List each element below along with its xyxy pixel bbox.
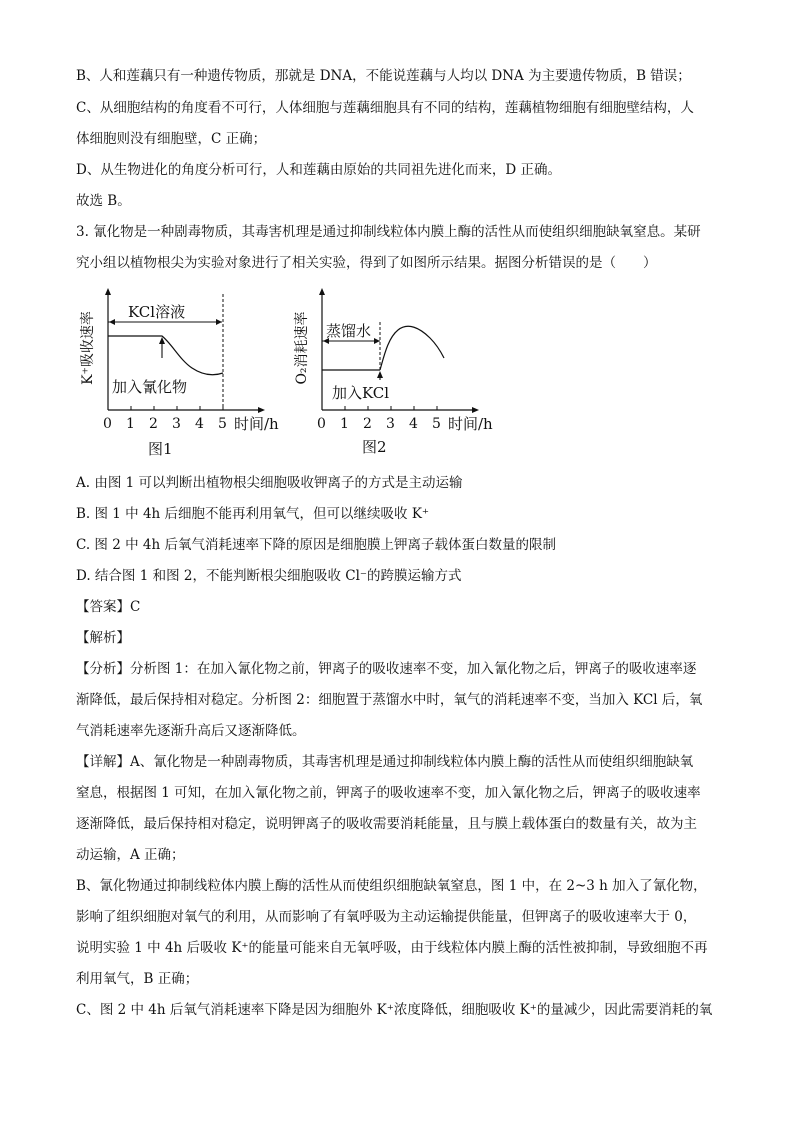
detail-line-1: 【详解】A、氰化物是一种剧毒物质，其毒害机理是通过抑制线粒体内膜上酶的活性从而使组织细胞缺氧 <box>76 754 694 770</box>
fig2-tick-5: 5 <box>432 416 441 432</box>
fig2-tick-1: 1 <box>340 416 349 432</box>
fig2-annotation: 加入KCl <box>332 384 390 402</box>
fig1-ticks <box>131 406 223 410</box>
fig2-tick-4: 4 <box>409 416 418 432</box>
fig2-caption: 图2 <box>362 438 387 456</box>
detail-line-9: C、图 2 中 4h 后氧气消耗速率下降是因为细胞外 K⁺浓度降低，细胞吸收 K⁺的量减少，因此需要消耗的氧 <box>76 1002 713 1018</box>
detail-line-2: 窒息，根据图 1 可知，在加入氰化物之前，钾离子的吸收速率不变，加入氰化物之后，钾离子的吸收速率 <box>76 785 701 801</box>
fig1-curve <box>108 336 223 375</box>
text-line-3: 体细胞则没有细胞壁，C 正确； <box>76 131 267 147</box>
text-line-1: B、人和莲藕只有一种遗传物质，那就是 DNA，不能说莲藕与人均以 DNA 为主要遗传物质，B 错误； <box>76 68 691 84</box>
fig1-bracket-right-arrow-icon <box>216 319 222 325</box>
detail-line-3: 逐渐降低，最后保持相对稳定，说明钾离子的吸收需要消耗能量，且与膜上载体蛋白的数量有关，故为主 <box>76 816 697 832</box>
fig2-xlabel: 时间/h <box>448 415 493 433</box>
question-line-2: 究小组以植物根尖为实验对象进行了相关实验，得到了如图所示结果。据图分析错误的是（ ） <box>76 255 657 271</box>
detail-line-4: 动运输，A 正确； <box>76 847 185 863</box>
fig1-x-arrow-icon <box>258 407 265 413</box>
fig1-ylabel: K⁺吸收速率 <box>80 311 96 385</box>
detail-line-6: 影响了组织细胞对氧气的利用，从而影响了有氧呼吸为主动运输提供能量，但钾离子的吸收速率大于 0， <box>76 909 697 925</box>
fig2-y-arrow-icon <box>319 288 325 295</box>
fig2-x-arrow-icon <box>472 407 479 413</box>
text-line-2: C、从细胞结构的角度看不可行，人体细胞与莲藕细胞具有不同的结构，莲藕植物细胞有细胞壁结构，人 <box>76 100 694 116</box>
text-line-4: D、从生物进化的角度分析可行，人和莲藕由原始的共同祖先进化而来，D 正确。 <box>76 162 561 178</box>
question-figure <box>76 286 516 466</box>
fig2-ticks <box>345 406 437 410</box>
fig1-tick-1: 1 <box>126 416 135 432</box>
figure-1 <box>79 288 279 458</box>
fig2-box-label: 蒸馏水 <box>326 322 372 340</box>
option-a: A. 由图 1 可以判断出植物根尖细胞吸收钾离子的方式是主动运输 <box>76 475 463 491</box>
fig1-tick-0: 0 <box>103 416 112 432</box>
figure-svg <box>76 286 516 462</box>
fig1-bracket-left-arrow-icon <box>109 319 115 325</box>
fig2-tick-0: 0 <box>317 416 326 432</box>
fig1-tick-3: 3 <box>172 416 181 432</box>
analysis-heading: 【解析】 <box>76 630 130 646</box>
fig1-annotation: 加入氰化物 <box>112 378 188 396</box>
fig1-tick-4: 4 <box>195 416 204 432</box>
detail-line-8: 利用氧气，B 正确； <box>76 971 199 987</box>
option-d: D. 结合图 1 和图 2，不能判断根尖细胞吸收 Cl⁻的跨膜运输方式 <box>76 568 462 584</box>
fig1-tick-2: 2 <box>149 416 158 432</box>
fig2-tick-2: 2 <box>363 416 372 432</box>
text-line-5: 故选 B。 <box>76 193 131 209</box>
fig2-ylabel: O₂消耗速率 <box>294 311 310 385</box>
analysis-line-2: 渐降低，最后保持相对稳定。分析图 2：细胞置于蒸馏水中时，氧气的消耗速率不变，当加入 KCl 后，氧 <box>76 692 703 708</box>
fig1-y-arrow-icon <box>105 288 111 295</box>
fig1-xlabel: 时间/h <box>234 415 279 433</box>
figure-2 <box>293 288 493 456</box>
detail-line-5: B、氰化物通过抑制线粒体内膜上酶的活性从而使组织细胞缺氧窒息，图 1 中，在 2~3 h 加入了氰化物， <box>76 878 707 894</box>
fig2-tick-3: 3 <box>386 416 395 432</box>
option-c: C. 图 2 中 4h 后氧气消耗速率下降的原因是细胞膜上钾离子载体蛋白数量的限制 <box>76 537 556 553</box>
fig2-annotation-arrow-icon <box>377 371 383 378</box>
detail-line-7: 说明实验 1 中 4h 后吸收 K⁺的能量可能来自无氧呼吸，由于线粒体内膜上酶的活性被抑制，导致细胞不再 <box>76 940 708 956</box>
fig2-bracket-right-arrow-icon <box>374 338 380 344</box>
analysis-line-1: 【分析】分析图 1：在加入氰化物之前，钾离子的吸收速率不变，加入氰化物之后，钾离子的吸收速率逐 <box>76 661 697 677</box>
fig1-caption: 图1 <box>148 440 173 458</box>
option-b: B. 图 1 中 4h 后细胞不能再利用氧气，但可以继续吸收 K⁺ <box>76 506 430 522</box>
fig1-tick-5: 5 <box>218 416 227 432</box>
answer-label: 【答案】C <box>76 599 141 615</box>
fig1-box-label: KCl溶液 <box>128 303 186 321</box>
question-line-1: 3. 氰化物是一种剧毒物质，其毒害机理是通过抑制线粒体内膜上酶的活性从而使组织细胞缺氧窒息。某研 <box>76 224 701 240</box>
analysis-line-3: 气消耗速率先逐渐升高后又逐渐降低。 <box>76 723 306 739</box>
